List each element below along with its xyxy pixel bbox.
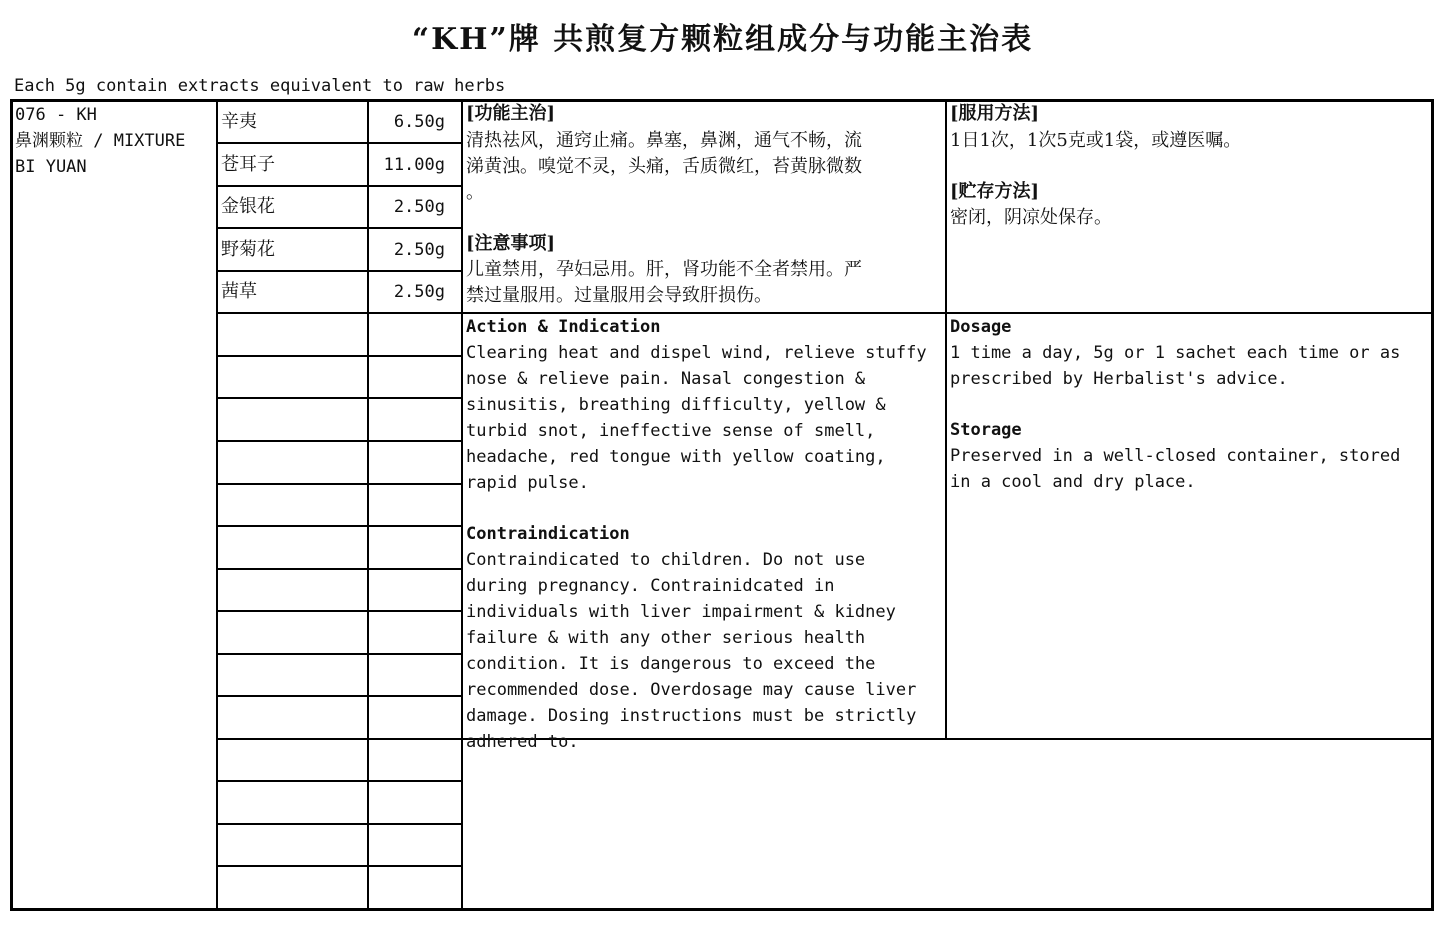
herb-name: 茜草 — [221, 281, 257, 302]
en-contra-line: failure & with any other serious health — [466, 628, 866, 648]
row-divider — [216, 227, 461, 229]
en-indication-line: nose & relieve pain. Nasal congestion & — [466, 369, 866, 389]
row-divider — [216, 270, 461, 272]
en-storage-heading: Storage — [950, 420, 1022, 440]
en-contra-heading: Contraindication — [466, 524, 630, 544]
cn-storage-text: 密闭，阴凉处保存。 — [950, 207, 1112, 228]
row-divider — [216, 610, 461, 612]
product-name-cn: 鼻渊颗粒 / MIXTURE — [15, 131, 186, 151]
row-divider — [216, 142, 461, 144]
en-contra-line: recommended dose. Overdosage may cause liver — [466, 680, 917, 700]
cn-storage-heading: [贮存方法] — [950, 181, 1040, 202]
row-divider — [216, 738, 1432, 740]
en-indication-line: Clearing heat and dispel wind, relieve stuffy — [466, 343, 927, 363]
herb-name: 苍耳子 — [221, 154, 275, 175]
en-contra-line: during pregnancy. Contrainidcated in — [466, 576, 835, 596]
en-storage-line: Preserved in a well-closed container, stored — [950, 446, 1401, 466]
herb-qty: 6.50g — [393, 112, 445, 132]
en-indication-line: headache, red tongue with yellow coating, — [466, 447, 886, 467]
en-indication-cell — [463, 314, 945, 752]
en-dosage-heading: Dosage — [950, 317, 1012, 337]
cn-caution-line: 禁过量服用。过量服用会导致肝损伤。 — [466, 285, 772, 306]
row-divider — [216, 397, 461, 399]
row-divider — [216, 185, 461, 187]
row-divider — [216, 780, 461, 782]
row-divider — [216, 568, 461, 570]
herb-qty: 2.50g — [393, 282, 445, 302]
cn-indication-line: 涕黄浊。嗅觉不灵，头痛，舌质微红，苔黄脉微数 — [466, 156, 862, 177]
page-title: “KH”牌 共煎复方颗粒组成分与功能主治表 — [411, 22, 1034, 57]
cn-caution-line: 儿童禁用，孕妇忌用。肝，肾功能不全者禁用。严 — [466, 259, 862, 280]
herb-name: 辛夷 — [221, 111, 257, 132]
product-name-en: BI YUAN — [15, 157, 87, 177]
herb-name: 金银花 — [221, 196, 275, 217]
cn-indication-line: 。 — [466, 182, 484, 203]
subtitle: Each 5g contain extracts equivalent to raw herbs — [14, 76, 506, 96]
en-contra-line: damage. Dosing instructions must be strictly — [466, 706, 917, 726]
en-indication-line: rapid pulse. — [466, 473, 589, 493]
cn-indication-heading: [功能主治] — [466, 103, 556, 124]
herb-qty: 2.50g — [393, 197, 445, 217]
cn-caution-heading: [注意事项] — [466, 233, 556, 254]
herb-qty: 2.50g — [393, 240, 445, 260]
en-indication-line: turbid snot, ineffective sense of smell, — [466, 421, 876, 441]
en-contra-line: individuals with liver impairment & kidney — [466, 602, 896, 622]
en-indication-line: sinusitis, breathing difficulty, yellow & — [466, 395, 886, 415]
en-dosage-line: prescribed by Herbalist's advice. — [950, 369, 1288, 389]
col-divider — [216, 102, 218, 908]
row-divider — [216, 695, 461, 697]
composition-table — [10, 99, 1434, 911]
en-contra-line: Contraindicated to children. Do not use — [466, 550, 866, 570]
herb-qty: 11.00g — [383, 155, 445, 175]
en-contra-line: condition. It is dangerous to exceed the — [466, 654, 876, 674]
en-contra-line: adhered to. — [466, 732, 579, 752]
row-divider — [216, 440, 461, 442]
product-code: 076 - KH — [15, 105, 97, 125]
col-divider — [367, 102, 369, 908]
row-divider — [216, 525, 461, 527]
row-divider — [216, 355, 461, 357]
en-storage-line: in a cool and dry place. — [950, 472, 1196, 492]
en-dosage-line: 1 time a day, 5g or 1 sachet each time or as — [950, 343, 1401, 363]
row-divider — [216, 483, 461, 485]
herb-name: 野菊花 — [221, 239, 275, 260]
en-indication-heading: Action & Indication — [466, 317, 661, 337]
cn-dosage-text: 1日1次，1次5克或1袋，或遵医嘱。 — [950, 130, 1242, 151]
row-divider — [216, 823, 461, 825]
row-divider — [216, 865, 461, 867]
col-divider — [945, 102, 947, 738]
cn-dosage-heading: [服用方法] — [950, 103, 1040, 124]
cn-indication-line: 清热祛风，通窍止痛。鼻塞，鼻渊，通气不畅，流 — [466, 130, 862, 151]
row-divider — [216, 653, 461, 655]
